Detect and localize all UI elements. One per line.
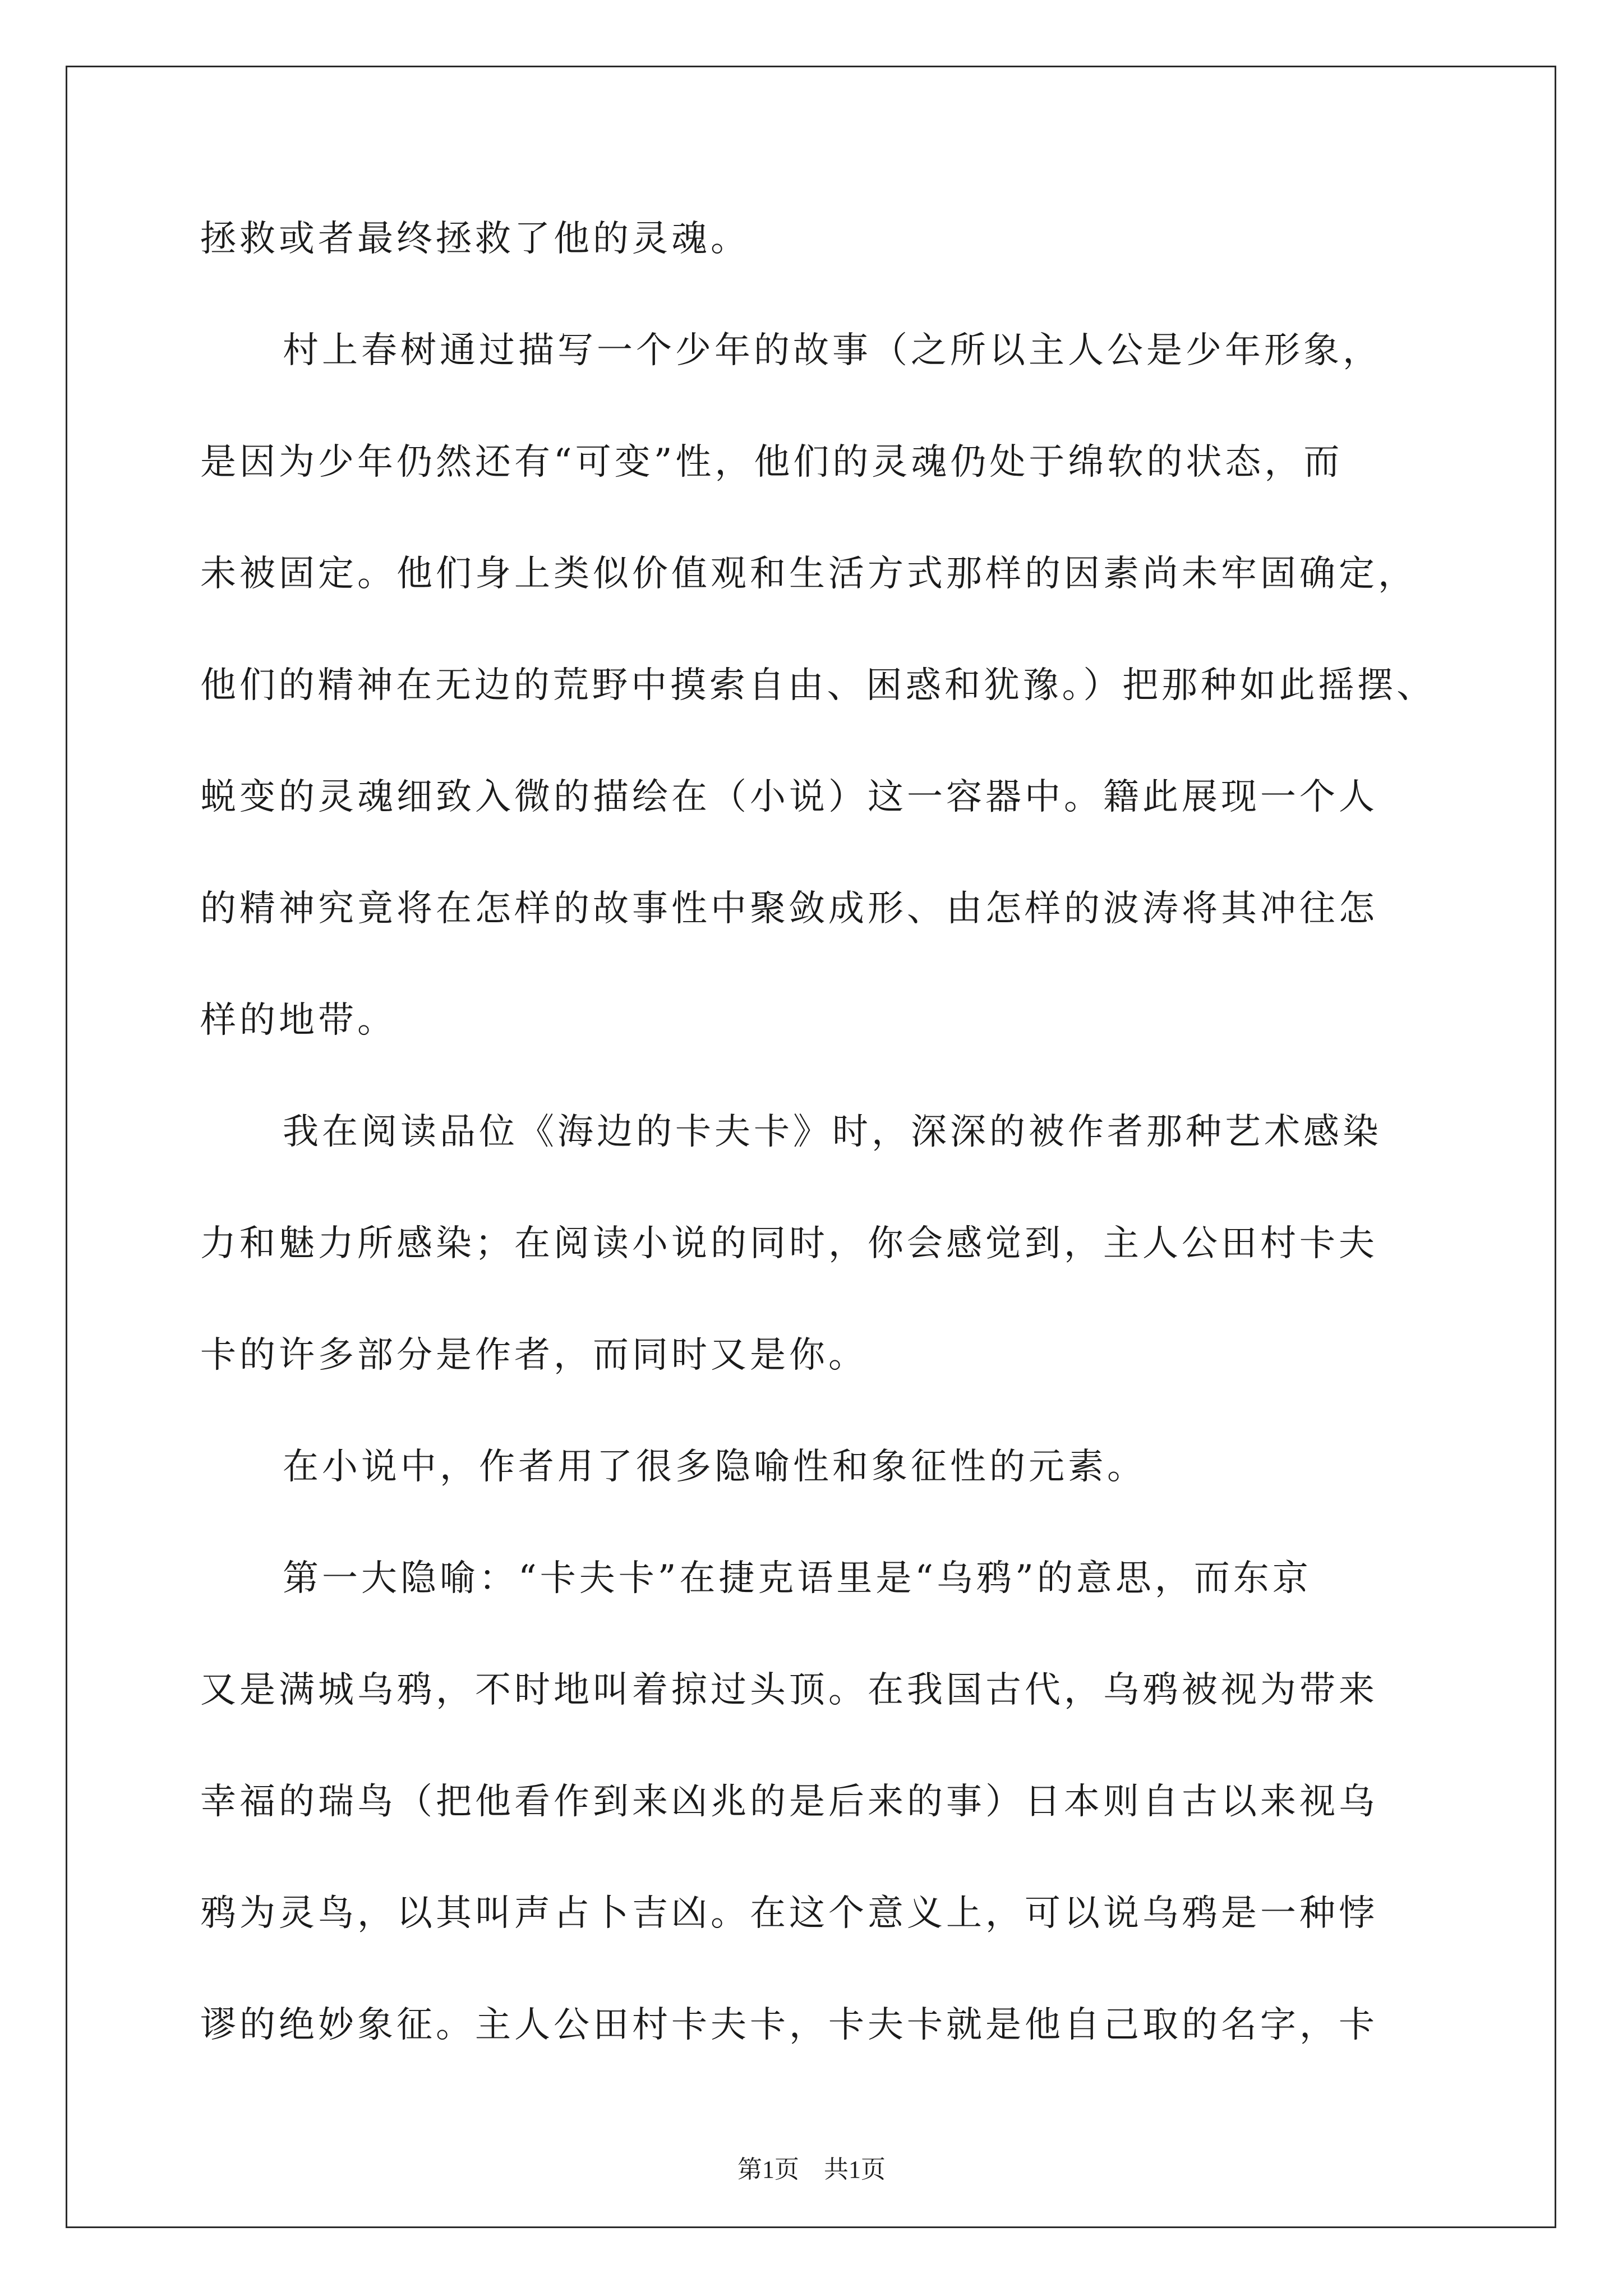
text-line: 的精神究竟将在怎样的故事性中聚敛成形、由怎样的波涛将其冲往怎: [200, 888, 1378, 930]
text-line: 幸福的瑞鸟（把他看作到来凶兆的是后来的事）日本则自古以来视乌: [200, 1781, 1378, 1823]
paragraph-start-line: 第一大隐喻：“卡夫卡”在捷克语里是“乌鸦”的意思，而东京: [283, 1558, 1312, 1599]
text-line: 样的地带。: [200, 1000, 396, 1041]
paragraph-start-line: 我在阅读品位《海边的卡夫卡》时，深深的被作者那种艺术感染: [283, 1111, 1382, 1153]
text-line: 他们的精神在无边的荒野中摸索自由、困惑和犹豫。）把那种如此摇摆、: [200, 665, 1436, 706]
text-line: 是因为少年仍然还有“可变”性，他们的灵魂仍处于绵软的状态，而: [200, 441, 1343, 483]
text-line: 卡的许多部分是作者，而同时又是你。: [200, 1335, 868, 1376]
page-number-footer: 第1页 共1页: [737, 2156, 886, 2183]
paragraph-start-line: 在小说中，作者用了很多隐喻性和象征性的元素。: [283, 1446, 1146, 1488]
text-line: 谬的绝妙象征。主人公田村卡夫卡，卡夫卡就是他自己取的名字，卡: [200, 2004, 1378, 2046]
text-line: 未被固定。他们身上类似价值观和生活方式那样的因素尚未牢固确定，: [200, 553, 1417, 595]
text-line: 力和魅力所感染；在阅读小说的同时，你会感觉到，主人公田村卡夫: [200, 1223, 1378, 1264]
text-line: 又是满城乌鸦，不时地叫着掠过头顶。在我国古代，乌鸦被视为带来: [200, 1669, 1378, 1711]
paragraph-start-line: 村上春树通过描写一个少年的故事（之所以主人公是少年形象，: [283, 330, 1382, 371]
text-line: 拯救或者最终拯救了他的灵魂。: [200, 218, 750, 260]
text-line: 蜕变的灵魂细致入微的描绘在（小说）这一容器中。籍此展现一个人: [200, 776, 1378, 818]
text-line: 鸦为灵鸟，以其叫声占卜吉凶。在这个意义上，可以说乌鸦是一种悖: [200, 1893, 1378, 1934]
